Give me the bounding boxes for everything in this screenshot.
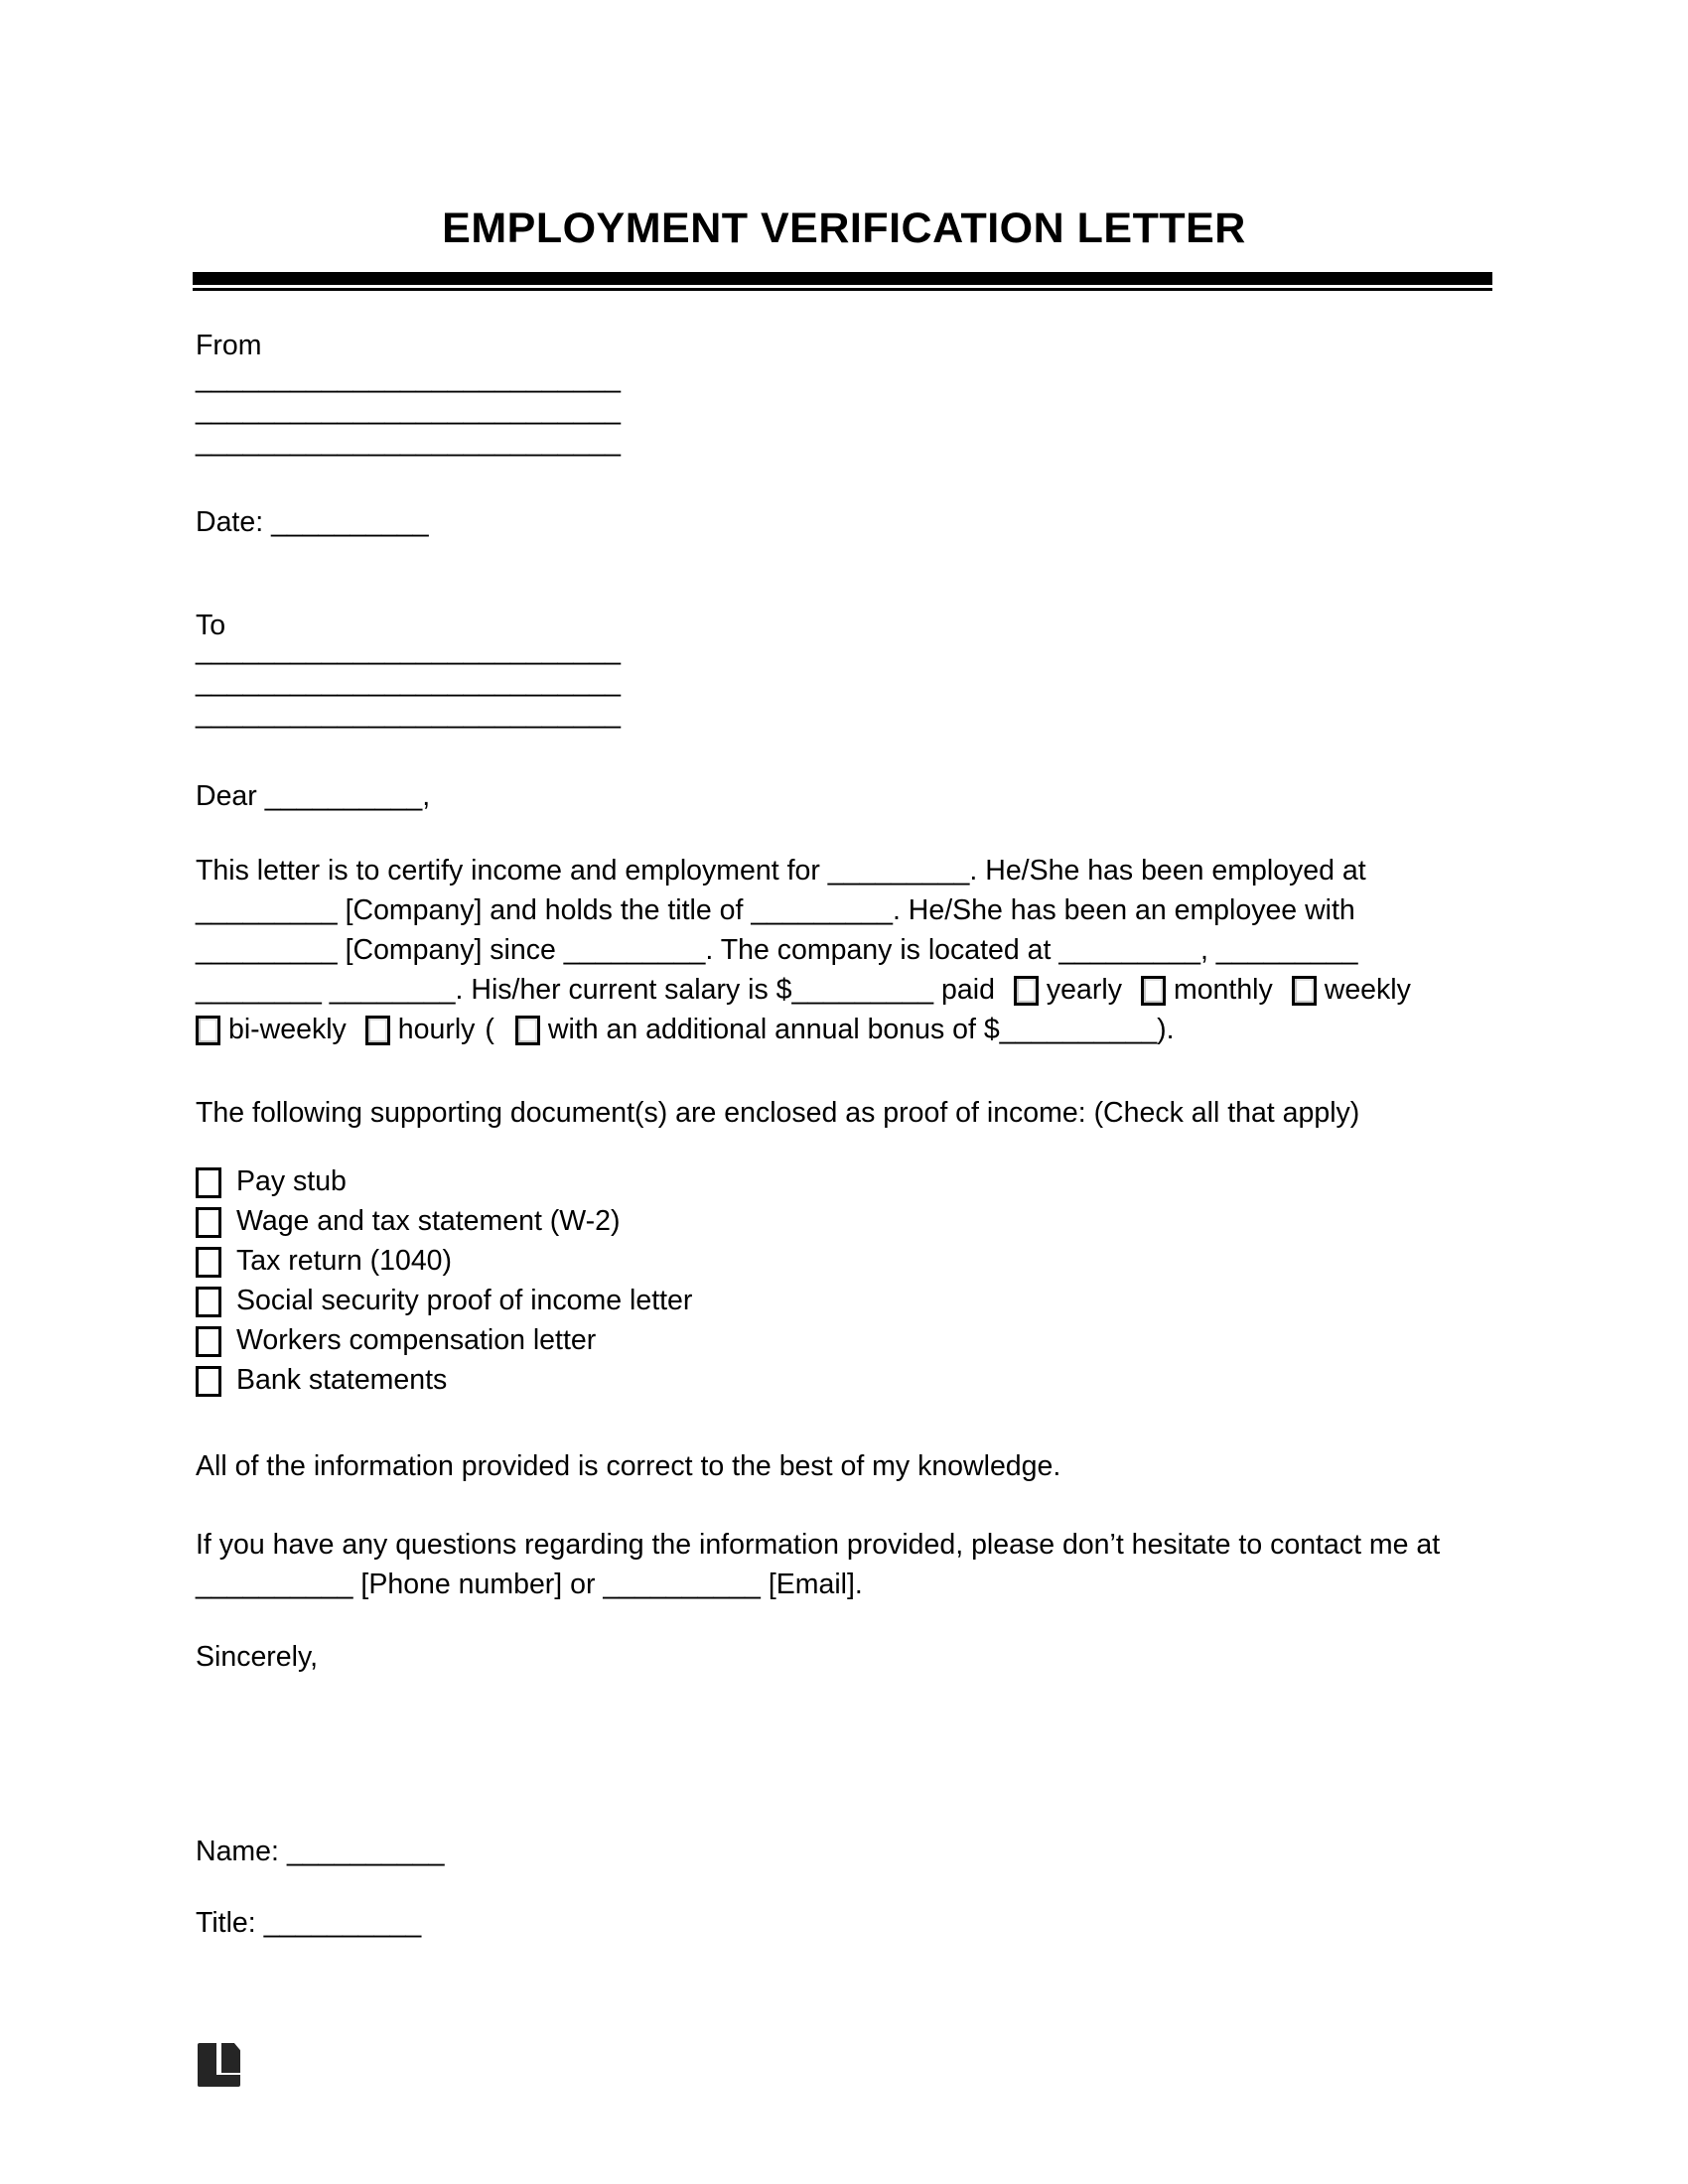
salary-line-text: ________ ________. His/her current salary is $_________ paid [196, 974, 995, 1006]
bonus-text: with an additional annual bonus of $__________). [547, 1014, 1175, 1045]
name-label: Name: [196, 1836, 279, 1867]
doc-label-w2: Wage and tax statement (W-2) [236, 1205, 621, 1237]
documents-intro: The following supporting document(s) are enclosed as proof of income: (Check all that apply) [196, 1097, 1360, 1129]
to-address-line-1[interactable]: ___________________________ [196, 634, 621, 666]
title-divider [193, 272, 1492, 291]
to-address-line-2[interactable]: ___________________________ [196, 666, 621, 698]
sincerely-text: Sincerely, [196, 1641, 319, 1673]
salutation-label: Dear [196, 780, 257, 812]
divider-thick-bar [193, 272, 1492, 285]
logo-page-shape [221, 2043, 240, 2073]
doc-row-tax-return [196, 1241, 1492, 1281]
doc-row-w2 [196, 1201, 1492, 1241]
doc-row-bank-statements [196, 1360, 1492, 1400]
to-address-line-3[interactable]: ___________________________ [196, 698, 621, 730]
date-row [196, 505, 1492, 539]
page-title: EMPLOYMENT VERIFICATION LETTER [442, 205, 1246, 252]
legal-templates-logo-icon [198, 2043, 240, 2087]
checkbox-hourly[interactable] [365, 1016, 390, 1045]
bonus-open-paren: ( [485, 1014, 494, 1045]
date-blank-field[interactable]: __________ [271, 506, 429, 538]
checkbox-hourly-label: hourly [397, 1014, 476, 1045]
doc-label-workers-comp: Workers compensation letter [236, 1324, 597, 1356]
to-address-block [196, 634, 1492, 730]
salutation-blank-field[interactable]: __________ [264, 780, 423, 812]
accuracy-statement: All of the information provided is correct to the best of my knowledge. [196, 1450, 1061, 1482]
body-line-3: _________ [Company] since _________. The company is located at _________, _________ [196, 934, 1358, 966]
body-line-1: This letter is to certify income and employment for _________. He/She has been employed at [196, 855, 1366, 887]
documents-checklist [196, 1161, 1492, 1400]
salary-line [196, 970, 1492, 1010]
contact-line-2: __________ [Phone number] or __________ [Email]. [196, 1569, 863, 1600]
doc-row-pay-stub [196, 1161, 1492, 1201]
doc-row-social-security [196, 1281, 1492, 1320]
checkbox-social-security[interactable] [196, 1287, 221, 1317]
checkbox-monthly-label: monthly [1173, 974, 1273, 1006]
contact-line-1: If you have any questions regarding the information provided, please don’t hesitate to contact me at [196, 1529, 1441, 1561]
checkbox-biweekly-label: bi-weekly [228, 1014, 347, 1045]
checkbox-weekly-label: weekly [1324, 974, 1411, 1006]
from-address-line-1[interactable]: ___________________________ [196, 362, 621, 394]
signer-title-blank-field[interactable]: __________ [263, 1907, 422, 1939]
checkbox-bank-statements[interactable] [196, 1366, 221, 1397]
salutation-row [196, 779, 1492, 813]
checkbox-yearly[interactable] [1014, 976, 1039, 1006]
from-address-line-2[interactable]: ___________________________ [196, 394, 621, 426]
date-label: Date: [196, 506, 264, 538]
signer-title-label: Title: [196, 1907, 256, 1939]
from-address-line-3[interactable]: ___________________________ [196, 426, 621, 458]
logo-bottom-bar [198, 2075, 240, 2087]
doc-label-tax-return: Tax return (1040) [236, 1245, 453, 1277]
checkbox-pay-stub[interactable] [196, 1167, 221, 1198]
name-blank-field[interactable]: __________ [286, 1836, 445, 1867]
contact-paragraph [196, 1525, 1492, 1604]
doc-row-workers-comp [196, 1320, 1492, 1360]
checkbox-yearly-label: yearly [1046, 974, 1122, 1006]
doc-label-social-security: Social security proof of income letter [236, 1285, 693, 1316]
checkbox-tax-return[interactable] [196, 1247, 221, 1278]
letter-body [196, 329, 1492, 1940]
checkbox-weekly[interactable] [1292, 976, 1317, 1006]
checkbox-w2[interactable] [196, 1207, 221, 1238]
salutation-comma: , [422, 780, 431, 812]
signer-title-row [196, 1906, 1492, 1940]
checkbox-monthly[interactable] [1141, 976, 1166, 1006]
to-label: To [196, 610, 226, 641]
employment-paragraph [196, 851, 1492, 1049]
doc-label-pay-stub: Pay stub [236, 1165, 347, 1197]
doc-label-bank-statements: Bank statements [236, 1364, 448, 1396]
bonus-line [196, 1010, 1492, 1049]
name-row [196, 1835, 1492, 1868]
divider-thin-bar [193, 288, 1492, 291]
from-address-block [196, 362, 1492, 458]
checkbox-biweekly[interactable] [196, 1016, 220, 1045]
checkbox-workers-comp[interactable] [196, 1326, 221, 1357]
body-line-2: _________ [Company] and holds the title of _________. He/She has been an employee with [196, 894, 1355, 926]
checkbox-bonus[interactable] [515, 1016, 540, 1045]
from-label: From [196, 330, 262, 361]
